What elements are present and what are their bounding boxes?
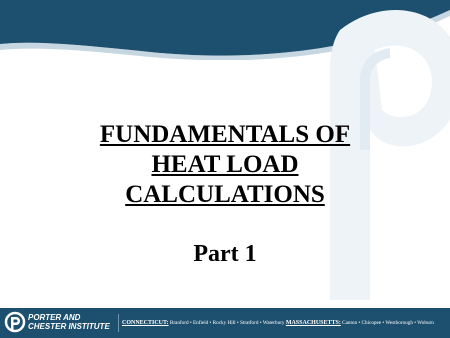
pci-logo-icon bbox=[4, 311, 26, 335]
ma-label: MASSACHUSETTS: bbox=[285, 320, 341, 326]
title-line-1: FUNDAMENTALS OF bbox=[99, 121, 351, 148]
brand-line-2: CHESTER INSTITUTE bbox=[28, 322, 110, 331]
ct-label: CONNECTICUT: bbox=[122, 320, 169, 326]
title-line-3: CALCULATIONS bbox=[125, 181, 325, 208]
title-line-2: HEAT LOAD bbox=[151, 151, 299, 178]
footer-brand bbox=[28, 313, 110, 331]
ma-towns: Canton • Chicopee • Westborough • Woburn bbox=[342, 320, 434, 326]
footer-bar bbox=[0, 308, 450, 338]
footer-locations bbox=[122, 319, 448, 327]
ct-towns: Branford • Enfield • Rocky Hill • Stratford • Waterbury bbox=[169, 320, 285, 326]
brand-line-1: PORTER AND bbox=[28, 313, 81, 322]
slide-title bbox=[60, 120, 390, 210]
footer-divider bbox=[118, 314, 119, 332]
slide-subtitle: Part 1 bbox=[193, 241, 257, 267]
